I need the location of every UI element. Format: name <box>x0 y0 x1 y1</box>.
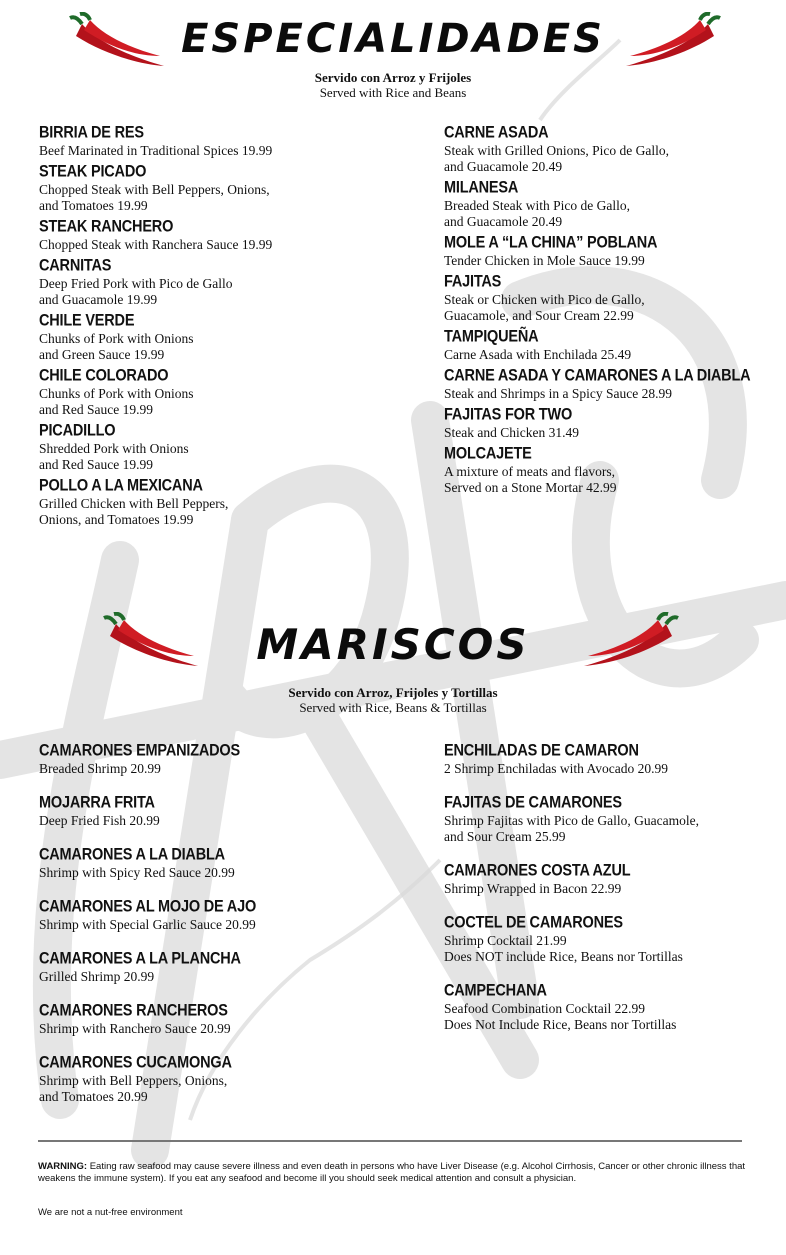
especialidades-left-column <box>39 123 399 534</box>
menu-item-name: CARNE ASADA Y CAMARONES A LA DIABLA <box>444 366 751 385</box>
menu-item-description: Shrimp Cocktail 21.99 Does NOT include Rice, Beans nor Tortillas <box>444 933 683 964</box>
menu-item-description: Tender Chicken in Mole Sauce 19.99 <box>444 253 645 268</box>
menu-item <box>39 123 399 159</box>
menu-item <box>444 741 774 777</box>
menu-item-name: PICADILLO <box>39 421 116 440</box>
menu-item-description: Breaded Shrimp 20.99 <box>39 761 161 776</box>
menu-item-description: Grilled Chicken with Bell Peppers, Onions, and Tomatoes 19.99 <box>39 496 229 527</box>
menu-item <box>444 913 774 965</box>
menu-item-name: MOJARRA FRITA <box>39 793 155 812</box>
menu-item-description: Steak with Grilled Onions, Pico de Gallo, and Guacamole 20.49 <box>444 143 669 174</box>
menu-item-name: CAMARONES AL MOJO DE AJO <box>39 897 257 916</box>
menu-item-name: CAMARONES A LA PLANCHA <box>39 949 241 968</box>
menu-item-name: CAMARONES COSTA AZUL <box>444 861 631 880</box>
menu-item <box>39 949 409 985</box>
menu-item <box>39 476 399 528</box>
menu-item-description: Steak and Shrimps in a Spicy Sauce 28.99 <box>444 386 672 401</box>
menu-item-name: CARNE ASADA <box>444 123 549 142</box>
menu-item-name: MOLE A “LA CHINA” POBLANA <box>444 233 658 252</box>
menu-item-description: Shrimp with Bell Peppers, Onions, and Tomatoes 20.99 <box>39 1073 228 1104</box>
menu-item <box>444 272 774 324</box>
menu-item-name: STEAK RANCHERO <box>39 217 174 236</box>
menu-item <box>444 366 774 402</box>
menu-item-name: CAMARONES RANCHEROS <box>39 1001 228 1020</box>
menu-item-name: CHILE VERDE <box>39 311 135 330</box>
menu-item <box>444 861 774 897</box>
menu-item-description: Seafood Combination Cocktail 22.99 Does Not Include Rice, Beans nor Tortillas <box>444 1001 677 1032</box>
menu-item <box>39 366 399 418</box>
menu-item-description: Chunks of Pork with Onions and Red Sauce 19.99 <box>39 386 194 417</box>
menu-item <box>39 162 399 214</box>
menu-item-description: Shrimp Wrapped in Bacon 22.99 <box>444 881 622 896</box>
warning-text: Eating raw seafood may cause severe illness and even death in persons who have Liver Disease (e.g. Alcohol Cirrhosis, Cancer or other chronic illness that weakens the immune system). If you eat any seafood and become ill you should seek medical attention and consult a physician. <box>38 1161 746 1184</box>
menu-item <box>39 217 399 253</box>
menu-item-description: Steak or Chicken with Pico de Gallo, Guacamole, and Sour Cream 22.99 <box>444 292 645 323</box>
menu-item-description: Shrimp with Spicy Red Sauce 20.99 <box>39 865 235 880</box>
menu-item-description: Beef Marinated in Traditional Spices 19.99 <box>39 143 273 158</box>
menu-item <box>39 897 409 933</box>
section-subtitle <box>0 70 786 100</box>
menu-item-description: Shredded Pork with Onions and Red Sauce 19.99 <box>39 441 189 472</box>
menu-item-description: Chopped Steak with Bell Peppers, Onions, and Tomatoes 19.99 <box>39 182 270 213</box>
menu-item <box>39 421 399 473</box>
menu-item <box>39 311 399 363</box>
menu-item <box>444 793 774 845</box>
menu-item <box>39 845 409 881</box>
menu-item <box>444 327 774 363</box>
menu-item <box>444 233 774 269</box>
mariscos-right-column <box>444 741 774 1052</box>
menu-item-description: Chopped Steak with Ranchera Sauce 19.99 <box>39 237 273 252</box>
menu-item-description: Chunks of Pork with Onions and Green Sauce 19.99 <box>39 331 194 362</box>
section-title-especialidades: ESPECIALIDADES <box>181 16 605 62</box>
menu-item <box>39 741 409 777</box>
menu-item <box>444 405 774 441</box>
menu-item <box>39 1053 409 1105</box>
menu-item-description: Grilled Shrimp 20.99 <box>39 969 155 984</box>
menu-item-name: MOLCAJETE <box>444 444 532 463</box>
menu-item <box>39 1001 409 1037</box>
menu-item-name: CAMARONES A LA DIABLA <box>39 845 225 864</box>
warning-label: WARNING: <box>38 1161 88 1172</box>
divider <box>38 1140 742 1142</box>
menu-item-description: Carne Asada with Enchilada 25.49 <box>444 347 632 362</box>
subtitle-english: Served with Rice, Beans & Tortillas <box>299 700 487 715</box>
menu-item-description: Steak and Chicken 31.49 <box>444 425 579 440</box>
subtitle-spanish: Servido con Arroz y Frijoles <box>314 70 472 85</box>
menu-item-name: CARNITAS <box>39 256 112 275</box>
menu-item-name: FAJITAS FOR TWO <box>444 405 573 424</box>
menu-item-description: Deep Fried Fish 20.99 <box>39 813 160 828</box>
menu-item-name: MILANESA <box>444 178 519 197</box>
menu-item <box>444 444 774 496</box>
menu-item <box>39 256 399 308</box>
menu-item-description: 2 Shrimp Enchiladas with Avocado 20.99 <box>444 761 668 776</box>
menu-item-name: FAJITAS DE CAMARONES <box>444 793 622 812</box>
especialidades-right-column <box>444 123 774 502</box>
menu-item-name: CAMARONES EMPANIZADOS <box>39 741 240 760</box>
section-subtitle <box>0 685 786 715</box>
menu-item-name: BIRRIA DE RES <box>39 123 144 142</box>
menu-item <box>39 793 409 829</box>
menu-item <box>444 981 774 1033</box>
subtitle-spanish: Servido con Arroz, Frijoles y Tortillas <box>288 685 498 700</box>
menu-item-name: CAMARONES CUCAMONGA <box>39 1053 232 1072</box>
warning-notice <box>38 1161 748 1185</box>
menu-item <box>444 123 774 175</box>
menu-item-description: Deep Fried Pork with Pico de Gallo and Guacamole 19.99 <box>39 276 233 307</box>
subtitle-english: Served with Rice and Beans <box>319 85 467 100</box>
menu-item-name: CHILE COLORADO <box>39 366 169 385</box>
section-title-mariscos: MARISCOS <box>256 620 530 669</box>
menu-item-description: Shrimp with Ranchero Sauce 20.99 <box>39 1021 231 1036</box>
menu-item-name: ENCHILADAS DE CAMARON <box>444 741 639 760</box>
menu-item-name: POLLO A LA MEXICANA <box>39 476 203 495</box>
nut-free-notice: We are not a nut-free environment <box>38 1207 183 1218</box>
mariscos-left-column <box>39 741 409 1124</box>
menu-item-description: A mixture of meats and flavors, Served on a Stone Mortar 42.99 <box>444 464 617 495</box>
menu-item-name: COCTEL DE CAMARONES <box>444 913 623 932</box>
menu-item-description: Shrimp Fajitas with Pico de Gallo, Guacamole, and Sour Cream 25.99 <box>444 813 699 844</box>
menu-item-name: STEAK PICADO <box>39 162 147 181</box>
menu-item-name: CAMPECHANA <box>444 981 547 1000</box>
menu-item-description: Shrimp with Special Garlic Sauce 20.99 <box>39 917 256 932</box>
menu-item <box>444 178 774 230</box>
menu-item-description: Breaded Steak with Pico de Gallo, and Guacamole 20.49 <box>444 198 630 229</box>
menu-item-name: TAMPIQUEÑA <box>444 327 539 346</box>
menu-item-name: FAJITAS <box>444 272 502 291</box>
